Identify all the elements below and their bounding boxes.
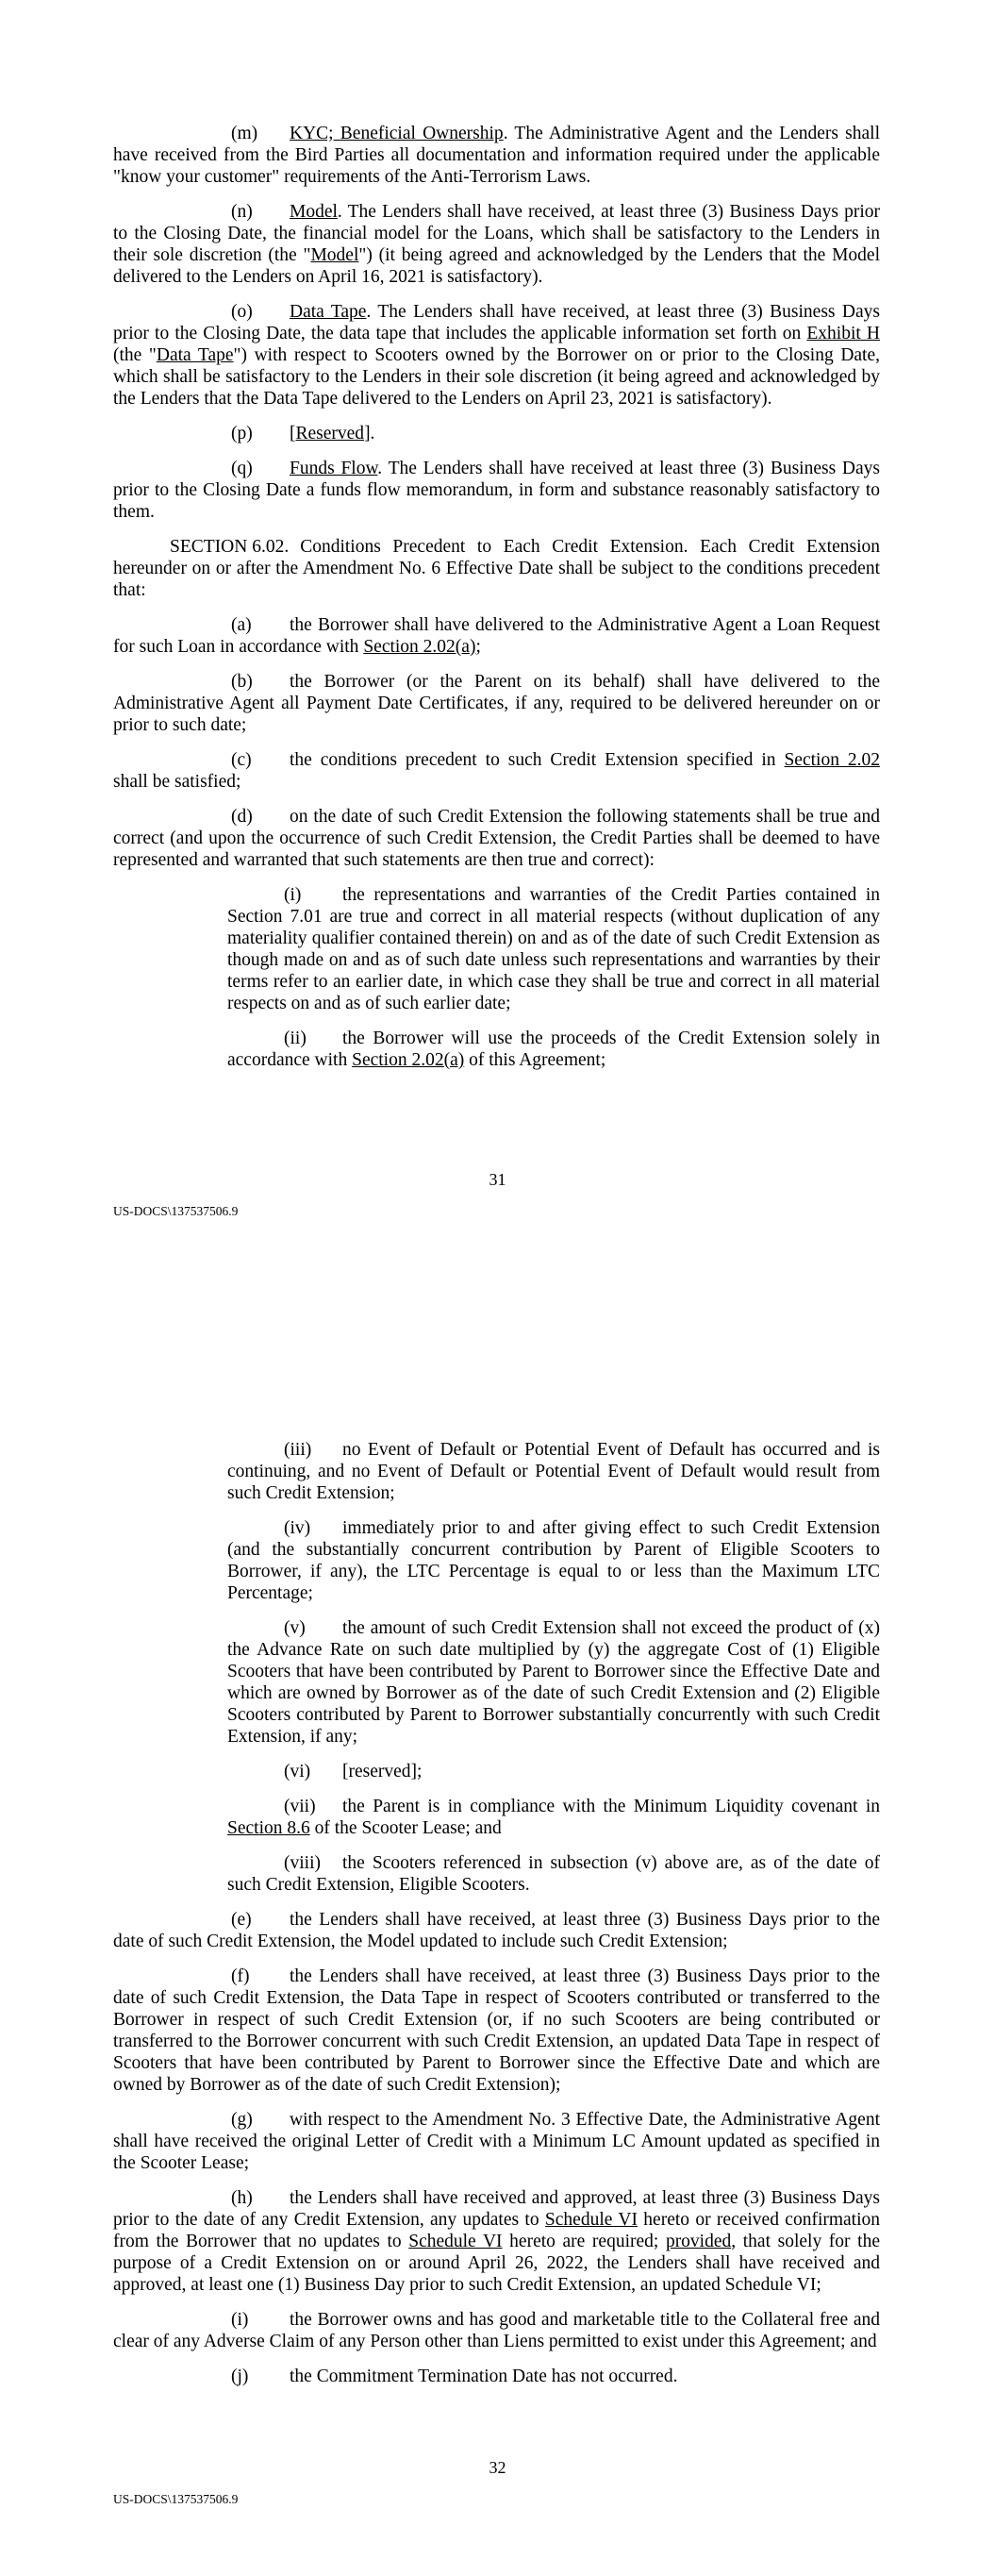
paragraph-label: SECTION 6.02.: [170, 537, 290, 557]
paragraph: [227, 1761, 880, 1782]
text-run: the Borrower will use the proceeds of the Credit Extension solely in accordance with: [227, 1029, 880, 1070]
paragraph-label: (iv): [284, 1518, 311, 1538]
page-2-content: [113, 1439, 880, 2400]
text-run: ].: [364, 424, 375, 443]
text-run: shall be satisfied;: [113, 772, 241, 792]
paragraph: [113, 2109, 880, 2174]
paragraph-label: (i): [231, 2310, 249, 2330]
paragraph-label: (i): [284, 885, 302, 905]
underlined-text: Section 8.6: [227, 1818, 310, 1838]
text-run: the conditions precedent to such Credit Extension specified in: [290, 750, 785, 770]
paragraph-label: (g): [231, 2110, 253, 2130]
underlined-text: Reserved: [295, 424, 365, 443]
paragraph-label: (ii): [284, 1029, 307, 1048]
paragraph: [227, 1617, 880, 1748]
paragraph-label: (d): [231, 807, 253, 827]
underlined-text: Schedule VI: [408, 2232, 503, 2251]
paragraph: [113, 749, 880, 793]
text-run: the Commitment Termination Date has not occurred.: [290, 2367, 678, 2386]
paragraph: [113, 671, 880, 736]
text-run: no Event of Default or Potential Event of Default has occurred and is continuing, and no Event of Default or Potential Event of Default would result from such Credit Extension;: [227, 1440, 880, 1503]
paragraph-label: (h): [231, 2188, 253, 2208]
text-run: with respect to the Amendment No. 3 Effective Date, the Administrative Agent shall have received the original Letter of Credit with a Minimum LC Amount updated as specified in the Scooter Lease;: [113, 2110, 880, 2173]
paragraph-label: (viii): [284, 1853, 321, 1873]
paragraph-label: (j): [231, 2367, 249, 2386]
text-run: on the date of such Credit Extension the following statements shall be true and correct (and upon the occurrence of such Credit Extension, the Credit Parties shall be deemed to have represented and warranted that such statements are then true and correct):: [113, 807, 880, 870]
paragraph-label: (n): [231, 202, 253, 222]
paragraph-label: (a): [231, 615, 252, 635]
text-run: of this Agreement;: [464, 1050, 606, 1070]
text-run: . The Lenders shall have received at least three (3) Business Days prior to the Closing Date a funds flow memorandum, in form and substance reasonably satisfactory to them.: [113, 459, 881, 522]
paragraph: [113, 458, 880, 523]
paragraph: [113, 1965, 880, 2096]
paragraph-label: (o): [231, 302, 253, 322]
underlined-text: Section 2.02: [784, 750, 881, 770]
underlined-text: Schedule VI: [544, 2210, 638, 2230]
text-run: [reserved];: [342, 1762, 423, 1781]
underlined-text: Exhibit H: [806, 324, 880, 343]
paragraph: [227, 1028, 880, 1071]
text-run: the Lenders shall have received, at least three (3) Business Days prior to the date of such Credit Extension, the Model updated to include such Credit Extension;: [113, 1910, 880, 1951]
page-number: 31: [489, 1170, 506, 1189]
underlined-text: Section 2.02(a): [352, 1050, 465, 1070]
paragraph-label: (c): [231, 750, 252, 770]
text-run: of the Scooter Lease; and: [309, 1818, 502, 1838]
text-run: . The Lenders shall have received, at least three (3) Business Days prior to the Closing Date, the financial model for the Loans, which shall be satisfactory to the Lenders in their sole discretion (the ": [113, 202, 880, 265]
underlined-text: Data Tape: [156, 345, 234, 365]
text-run: Conditions Precedent to Each Credit Extension. Each Credit Extension hereunder on or after the Amendment No. 6 Effective Date shall be subject to the conditions precedent that:: [113, 537, 880, 600]
paragraph-label: (vii): [284, 1797, 316, 1816]
text-run: . The Lenders shall have received, at least three (3) Business Days prior to the Closing Date, the data tape that includes the applicable information set forth on: [113, 302, 880, 343]
underlined-text: Funds Flow: [290, 459, 378, 478]
text-run: , that solely for the purpose of a Credit Extension on or around April 26, 2022, the Lenders shall have received and approved, at least one (1) Business Day prior to such Credit Extension, an updated Schedule VI;: [113, 2232, 880, 2295]
paragraph: [227, 1517, 880, 1604]
text-run: the representations and warranties of the Credit Parties contained in Section 7.01 are true and correct in all material respects (without duplication of any materiality qualifier contained therein) on and as of the date of such Credit Extension as though made on and as of such date unless such representations and warranties by their terms refer to an earlier date, in which case they shall be true and correct in all material respects on and as of such earlier date;: [227, 885, 880, 1013]
underlined-text: Model: [310, 245, 359, 265]
paragraph-label: (v): [284, 1618, 306, 1638]
paragraph-label: (b): [231, 672, 253, 692]
text-run: the Borrower shall have delivered to the Administrative Agent a Loan Request for such Loan in accordance with: [113, 615, 880, 657]
underlined-text: Section 2.02(a): [363, 637, 476, 657]
paragraph: [227, 1796, 880, 1839]
text-run: hereto or received confirmation from the Borrower that no updates to: [113, 2210, 881, 2251]
text-run: the Borrower (or the Parent on its behalf) shall have delivered to the Administrative Agent all Payment Date Certificates, if any, required to be delivered hereunder on or prior to such date;: [113, 672, 880, 735]
paragraph-label: (e): [231, 1910, 252, 1930]
paragraph-label: (p): [231, 424, 253, 443]
paragraph: [113, 2187, 880, 2296]
underlined-text: KYC; Beneficial Ownership: [290, 124, 504, 143]
text-run: . The Administrative Agent and the Lenders shall have received from the Bird Parties all documentation and information required under the applicable "know your customer" requirements of the Anti-Terrorism Laws.: [113, 124, 880, 187]
paragraph: [113, 2366, 880, 2387]
text-run: immediately prior to and after giving effect to such Credit Extension (and the substantially concurrent contribution by Parent of Eligible Scooters to Borrower, if any), the LTC Percentage is equal to or less than the Maximum LTC Percentage;: [227, 1518, 880, 1603]
text-run: the Lenders shall have received and approved, at least three (3) Business Days prior to the date of any Credit Extension, any updates to: [113, 2188, 880, 2230]
document-id-footer: US-DOCS\137537506.9: [113, 2492, 239, 2506]
paragraph-label: (m): [231, 124, 258, 143]
text-run: the Borrower owns and has good and marketable title to the Collateral free and clear of any Adverse Claim of any Person other than Liens permitted to exist under this Agreement; and: [113, 2310, 880, 2351]
page-2: [0, 1288, 995, 2576]
paragraph: [113, 614, 880, 658]
paragraph-label: (vi): [284, 1762, 311, 1781]
page-1-content: [113, 123, 880, 1084]
paragraph-label: (q): [231, 459, 253, 478]
paragraph: [113, 301, 880, 410]
paragraph: [113, 2309, 880, 2352]
text-run: the Lenders shall have received, at least three (3) Business Days prior to the date of such Credit Extension, the Data Tape in respect of Scooters contributed or transferred to the Borrower in respect of such Credit Extension (or, if no such Scooters are being contributed or transferred to the Borrower concurrent with such Credit Extension, an updated Data Tape in respect of Scooters that have been contributed by Parent to Borrower since the Effective Date and which are owned by Borrower as of the date of such Credit Extension);: [113, 1966, 880, 2095]
paragraph: [113, 1909, 880, 1952]
text-run: the Scooters referenced in subsection (v) above are, as of the date of such Credit Extension, Eligible Scooters.: [227, 1853, 880, 1895]
page-number: 32: [489, 2458, 506, 2477]
paragraph: [227, 884, 880, 1014]
text-run: ;: [475, 637, 481, 657]
paragraph: [113, 201, 880, 288]
paragraph: [113, 806, 880, 871]
paragraph: [227, 1852, 880, 1896]
underlined-text: provided: [665, 2232, 732, 2251]
paragraph: [227, 1439, 880, 1504]
underlined-text: Model: [290, 202, 338, 222]
text-run: the Parent is in compliance with the Minimum Liquidity covenant in: [342, 1797, 880, 1816]
paragraph-label: (f): [231, 1966, 250, 1986]
paragraph: [113, 123, 880, 188]
text-run: (the ": [113, 345, 157, 365]
paragraph-label: (iii): [284, 1440, 312, 1460]
text-run: ") (it being agreed and acknowledged by the Lenders that the Model delivered to the Lenders on April 16, 2021 is satisfactory).: [113, 245, 880, 287]
paragraph: [113, 423, 880, 444]
underlined-text: Data Tape: [290, 302, 367, 322]
text-run: [: [290, 424, 296, 443]
text-run: ") with respect to Scooters owned by the Borrower on or prior to the Closing Date, which shall be satisfactory to the Lenders in their sole discretion (it being agreed and acknowledged by the Lenders that the Data Tape delivered to the Lenders on April 23, 2021 is satisfactory).: [113, 345, 880, 409]
document-id-footer: US-DOCS\137537506.9: [113, 1204, 239, 1218]
text-run: hereto are required;: [502, 2232, 666, 2251]
text-run: the amount of such Credit Extension shall not exceed the product of (x) the Advance Rate on such date multiplied by (y) the aggregate Cost of (1) Eligible Scooters that have been contributed by Parent to Borrower since the Effective Date and which are owned by Borrower as of the date of such Credit Extension and (2) Eligible Scooters contributed by Parent to Borrower substantially concurrently with such Credit Extension, if any;: [227, 1618, 880, 1747]
paragraph: [113, 536, 880, 601]
